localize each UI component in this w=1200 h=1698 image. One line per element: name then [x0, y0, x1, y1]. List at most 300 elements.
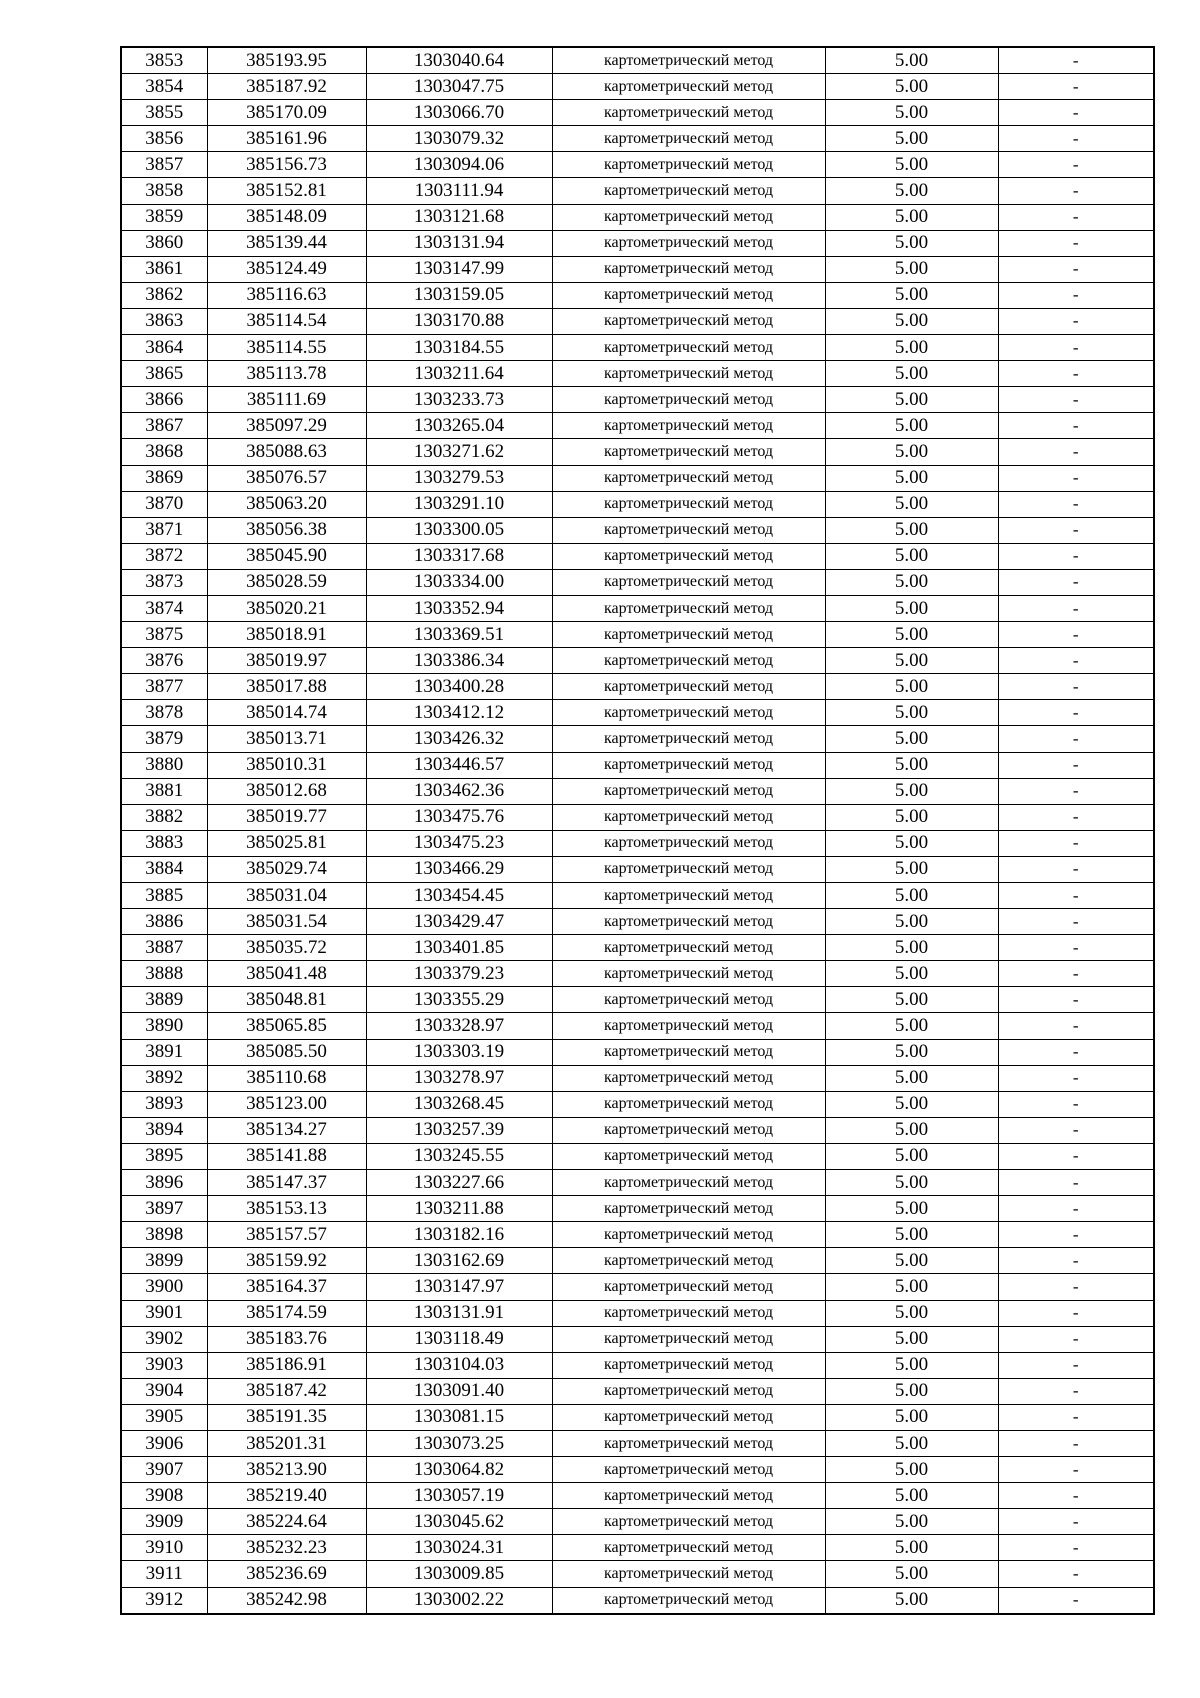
point-number-cell: 3870	[121, 491, 207, 517]
y-coordinate-cell: 1303121.68	[366, 204, 552, 230]
note-cell: -	[998, 1091, 1154, 1117]
method-cell: картометрический метод	[552, 778, 825, 804]
method-cell: картометрический метод	[552, 256, 825, 282]
method-cell: картометрический метод	[552, 1378, 825, 1404]
x-coordinate-cell: 385020.21	[207, 595, 366, 621]
note-cell: -	[998, 465, 1154, 491]
x-coordinate-cell: 385191.35	[207, 1404, 366, 1430]
x-coordinate-cell: 385187.92	[207, 74, 366, 100]
y-coordinate-cell: 1303162.69	[366, 1248, 552, 1274]
y-coordinate-cell: 1303094.06	[366, 152, 552, 178]
y-coordinate-cell: 1303265.04	[366, 413, 552, 439]
note-cell: -	[998, 361, 1154, 387]
x-coordinate-cell: 385141.88	[207, 1143, 366, 1169]
table-row	[121, 1065, 1154, 1091]
accuracy-cell: 5.00	[825, 1196, 998, 1222]
method-cell: картометрический метод	[552, 517, 825, 543]
note-cell: -	[998, 178, 1154, 204]
method-cell: картометрический метод	[552, 1430, 825, 1456]
point-number-cell: 3862	[121, 282, 207, 308]
table-row	[121, 752, 1154, 778]
point-number-cell: 3872	[121, 543, 207, 569]
point-number-cell: 3895	[121, 1143, 207, 1169]
table-row	[121, 517, 1154, 543]
table-row	[121, 1326, 1154, 1352]
accuracy-cell: 5.00	[825, 256, 998, 282]
accuracy-cell: 5.00	[825, 1091, 998, 1117]
point-number-cell: 3890	[121, 1013, 207, 1039]
y-coordinate-cell: 1303412.12	[366, 700, 552, 726]
note-cell: -	[998, 1274, 1154, 1300]
y-coordinate-cell: 1303317.68	[366, 543, 552, 569]
point-number-cell: 3896	[121, 1170, 207, 1196]
y-coordinate-cell: 1303211.64	[366, 361, 552, 387]
accuracy-cell: 5.00	[825, 1352, 998, 1378]
method-cell: картометрический метод	[552, 1091, 825, 1117]
method-cell: картометрический метод	[552, 1352, 825, 1378]
accuracy-cell: 5.00	[825, 1326, 998, 1352]
accuracy-cell: 5.00	[825, 1535, 998, 1561]
note-cell: -	[998, 100, 1154, 126]
note-cell: -	[998, 1117, 1154, 1143]
point-number-cell: 3909	[121, 1509, 207, 1535]
point-number-cell: 3899	[121, 1248, 207, 1274]
x-coordinate-cell: 385201.31	[207, 1430, 366, 1456]
y-coordinate-cell: 1303159.05	[366, 282, 552, 308]
point-number-cell: 3897	[121, 1196, 207, 1222]
method-cell: картометрический метод	[552, 47, 825, 74]
x-coordinate-cell: 385139.44	[207, 230, 366, 256]
y-coordinate-cell: 1303334.00	[366, 569, 552, 595]
method-cell: картометрический метод	[552, 1561, 825, 1587]
method-cell: картометрический метод	[552, 856, 825, 882]
x-coordinate-cell: 385232.23	[207, 1535, 366, 1561]
note-cell: -	[998, 935, 1154, 961]
point-number-cell: 3891	[121, 1039, 207, 1065]
accuracy-cell: 5.00	[825, 1509, 998, 1535]
x-coordinate-cell: 385174.59	[207, 1300, 366, 1326]
x-coordinate-cell: 385019.97	[207, 648, 366, 674]
table-row	[121, 987, 1154, 1013]
table-row	[121, 1378, 1154, 1404]
method-cell: картометрический метод	[552, 1170, 825, 1196]
table-row	[121, 1535, 1154, 1561]
x-coordinate-cell: 385224.64	[207, 1509, 366, 1535]
point-number-cell: 3910	[121, 1535, 207, 1561]
x-coordinate-cell: 385170.09	[207, 100, 366, 126]
note-cell: -	[998, 622, 1154, 648]
accuracy-cell: 5.00	[825, 1143, 998, 1169]
accuracy-cell: 5.00	[825, 335, 998, 361]
note-cell: -	[998, 1248, 1154, 1274]
accuracy-cell: 5.00	[825, 752, 998, 778]
accuracy-cell: 5.00	[825, 517, 998, 543]
y-coordinate-cell: 1303400.28	[366, 674, 552, 700]
accuracy-cell: 5.00	[825, 126, 998, 152]
point-number-cell: 3868	[121, 439, 207, 465]
method-cell: картометрический метод	[552, 387, 825, 413]
note-cell: -	[998, 987, 1154, 1013]
point-number-cell: 3907	[121, 1457, 207, 1483]
point-number-cell: 3886	[121, 909, 207, 935]
note-cell: -	[998, 804, 1154, 830]
x-coordinate-cell: 385114.55	[207, 335, 366, 361]
x-coordinate-cell: 385148.09	[207, 204, 366, 230]
note-cell: -	[998, 1222, 1154, 1248]
table-row	[121, 100, 1154, 126]
accuracy-cell: 5.00	[825, 856, 998, 882]
y-coordinate-cell: 1303047.75	[366, 74, 552, 100]
note-cell: -	[998, 1300, 1154, 1326]
note-cell: -	[998, 1404, 1154, 1430]
x-coordinate-cell: 385193.95	[207, 47, 366, 74]
accuracy-cell: 5.00	[825, 1248, 998, 1274]
x-coordinate-cell: 385025.81	[207, 830, 366, 856]
y-coordinate-cell: 1303379.23	[366, 961, 552, 987]
note-cell: -	[998, 543, 1154, 569]
note-cell: -	[998, 830, 1154, 856]
accuracy-cell: 5.00	[825, 804, 998, 830]
method-cell: картометрический метод	[552, 700, 825, 726]
method-cell: картометрический метод	[552, 465, 825, 491]
accuracy-cell: 5.00	[825, 1378, 998, 1404]
accuracy-cell: 5.00	[825, 1274, 998, 1300]
method-cell: картометрический метод	[552, 752, 825, 778]
y-coordinate-cell: 1303369.51	[366, 622, 552, 648]
method-cell: картометрический метод	[552, 804, 825, 830]
point-number-cell: 3879	[121, 726, 207, 752]
method-cell: картометрический метод	[552, 74, 825, 100]
note-cell: -	[998, 1509, 1154, 1535]
method-cell: картометрический метод	[552, 1013, 825, 1039]
accuracy-cell: 5.00	[825, 413, 998, 439]
x-coordinate-cell: 385048.81	[207, 987, 366, 1013]
x-coordinate-cell: 385017.88	[207, 674, 366, 700]
method-cell: картометрический метод	[552, 178, 825, 204]
note-cell: -	[998, 439, 1154, 465]
method-cell: картометрический метод	[552, 726, 825, 752]
y-coordinate-cell: 1303045.62	[366, 1509, 552, 1535]
x-coordinate-cell: 385013.71	[207, 726, 366, 752]
accuracy-cell: 5.00	[825, 47, 998, 74]
table-row	[121, 674, 1154, 700]
table-row	[121, 1483, 1154, 1509]
accuracy-cell: 5.00	[825, 1483, 998, 1509]
method-cell: картометрический метод	[552, 1117, 825, 1143]
x-coordinate-cell: 385014.74	[207, 700, 366, 726]
method-cell: картометрический метод	[552, 1457, 825, 1483]
y-coordinate-cell: 1303446.57	[366, 752, 552, 778]
table-row	[121, 204, 1154, 230]
x-coordinate-cell: 385164.37	[207, 1274, 366, 1300]
accuracy-cell: 5.00	[825, 152, 998, 178]
accuracy-cell: 5.00	[825, 1457, 998, 1483]
accuracy-cell: 5.00	[825, 387, 998, 413]
x-coordinate-cell: 385156.73	[207, 152, 366, 178]
method-cell: картометрический метод	[552, 1326, 825, 1352]
note-cell: -	[998, 47, 1154, 74]
y-coordinate-cell: 1303002.22	[366, 1587, 552, 1614]
x-coordinate-cell: 385213.90	[207, 1457, 366, 1483]
note-cell: -	[998, 726, 1154, 752]
method-cell: картометрический метод	[552, 935, 825, 961]
method-cell: картометрический метод	[552, 1039, 825, 1065]
table-row	[121, 387, 1154, 413]
x-coordinate-cell: 385012.68	[207, 778, 366, 804]
method-cell: картометрический метод	[552, 1143, 825, 1169]
point-number-cell: 3887	[121, 935, 207, 961]
y-coordinate-cell: 1303429.47	[366, 909, 552, 935]
table-row	[121, 883, 1154, 909]
table-row	[121, 856, 1154, 882]
note-cell: -	[998, 491, 1154, 517]
y-coordinate-cell: 1303064.82	[366, 1457, 552, 1483]
table-row	[121, 256, 1154, 282]
accuracy-cell: 5.00	[825, 961, 998, 987]
method-cell: картометрический метод	[552, 830, 825, 856]
x-coordinate-cell: 385056.38	[207, 517, 366, 543]
point-number-cell: 3900	[121, 1274, 207, 1300]
accuracy-cell: 5.00	[825, 909, 998, 935]
x-coordinate-cell: 385186.91	[207, 1352, 366, 1378]
x-coordinate-cell: 385085.50	[207, 1039, 366, 1065]
y-coordinate-cell: 1303466.29	[366, 856, 552, 882]
note-cell: -	[998, 1170, 1154, 1196]
x-coordinate-cell: 385159.92	[207, 1248, 366, 1274]
table-row	[121, 648, 1154, 674]
y-coordinate-cell: 1303462.36	[366, 778, 552, 804]
method-cell: картометрический метод	[552, 413, 825, 439]
method-cell: картометрический метод	[552, 126, 825, 152]
x-coordinate-cell: 385116.63	[207, 282, 366, 308]
accuracy-cell: 5.00	[825, 700, 998, 726]
note-cell: -	[998, 1143, 1154, 1169]
table-row	[121, 961, 1154, 987]
accuracy-cell: 5.00	[825, 569, 998, 595]
point-number-cell: 3874	[121, 595, 207, 621]
table-row	[121, 413, 1154, 439]
x-coordinate-cell: 385041.48	[207, 961, 366, 987]
y-coordinate-cell: 1303024.31	[366, 1535, 552, 1561]
x-coordinate-cell: 385124.49	[207, 256, 366, 282]
table-row	[121, 595, 1154, 621]
note-cell: -	[998, 126, 1154, 152]
point-number-cell: 3882	[121, 804, 207, 830]
point-number-cell: 3877	[121, 674, 207, 700]
table-row	[121, 1274, 1154, 1300]
note-cell: -	[998, 648, 1154, 674]
accuracy-cell: 5.00	[825, 1430, 998, 1456]
note-cell: -	[998, 752, 1154, 778]
method-cell: картометрический метод	[552, 961, 825, 987]
y-coordinate-cell: 1303386.34	[366, 648, 552, 674]
method-cell: картометрический метод	[552, 883, 825, 909]
method-cell: картометрический метод	[552, 361, 825, 387]
x-coordinate-cell: 385110.68	[207, 1065, 366, 1091]
table-row	[121, 804, 1154, 830]
x-coordinate-cell: 385157.57	[207, 1222, 366, 1248]
method-cell: картометрический метод	[552, 152, 825, 178]
table-row	[121, 1430, 1154, 1456]
table-row	[121, 830, 1154, 856]
accuracy-cell: 5.00	[825, 1587, 998, 1614]
method-cell: картометрический метод	[552, 543, 825, 569]
note-cell: -	[998, 413, 1154, 439]
accuracy-cell: 5.00	[825, 1404, 998, 1430]
note-cell: -	[998, 1039, 1154, 1065]
note-cell: -	[998, 961, 1154, 987]
x-coordinate-cell: 385031.54	[207, 909, 366, 935]
table-row	[121, 1561, 1154, 1587]
accuracy-cell: 5.00	[825, 726, 998, 752]
accuracy-cell: 5.00	[825, 648, 998, 674]
accuracy-cell: 5.00	[825, 491, 998, 517]
point-number-cell: 3853	[121, 47, 207, 74]
note-cell: -	[998, 1483, 1154, 1509]
table-row	[121, 491, 1154, 517]
table-row	[121, 1457, 1154, 1483]
y-coordinate-cell: 1303091.40	[366, 1378, 552, 1404]
point-number-cell: 3894	[121, 1117, 207, 1143]
accuracy-cell: 5.00	[825, 595, 998, 621]
y-coordinate-cell: 1303211.88	[366, 1196, 552, 1222]
y-coordinate-cell: 1303147.97	[366, 1274, 552, 1300]
y-coordinate-cell: 1303104.03	[366, 1352, 552, 1378]
point-number-cell: 3881	[121, 778, 207, 804]
method-cell: картометрический метод	[552, 987, 825, 1013]
x-coordinate-cell: 385019.77	[207, 804, 366, 830]
point-number-cell: 3871	[121, 517, 207, 543]
y-coordinate-cell: 1303454.45	[366, 883, 552, 909]
table-row	[121, 1222, 1154, 1248]
x-coordinate-cell: 385045.90	[207, 543, 366, 569]
point-number-cell: 3865	[121, 361, 207, 387]
point-number-cell: 3884	[121, 856, 207, 882]
note-cell: -	[998, 1430, 1154, 1456]
x-coordinate-cell: 385236.69	[207, 1561, 366, 1587]
x-coordinate-cell: 385152.81	[207, 178, 366, 204]
point-number-cell: 3883	[121, 830, 207, 856]
point-number-cell: 3866	[121, 387, 207, 413]
y-coordinate-cell: 1303475.23	[366, 830, 552, 856]
method-cell: картометрический метод	[552, 439, 825, 465]
y-coordinate-cell: 1303073.25	[366, 1430, 552, 1456]
point-number-cell: 3873	[121, 569, 207, 595]
point-number-cell: 3905	[121, 1404, 207, 1430]
table-row	[121, 1248, 1154, 1274]
accuracy-cell: 5.00	[825, 439, 998, 465]
table-row	[121, 152, 1154, 178]
method-cell: картометрический метод	[552, 648, 825, 674]
point-number-cell: 3863	[121, 308, 207, 334]
table-row	[121, 622, 1154, 648]
method-cell: картометрический метод	[552, 1065, 825, 1091]
x-coordinate-cell: 385242.98	[207, 1587, 366, 1614]
table-row	[121, 47, 1154, 74]
y-coordinate-cell: 1303278.97	[366, 1065, 552, 1091]
method-cell: картометрический метод	[552, 909, 825, 935]
note-cell: -	[998, 1535, 1154, 1561]
point-number-cell: 3893	[121, 1091, 207, 1117]
y-coordinate-cell: 1303233.73	[366, 387, 552, 413]
table-row	[121, 543, 1154, 569]
x-coordinate-cell: 385076.57	[207, 465, 366, 491]
x-coordinate-cell: 385153.13	[207, 1196, 366, 1222]
method-cell: картометрический метод	[552, 491, 825, 517]
accuracy-cell: 5.00	[825, 830, 998, 856]
y-coordinate-cell: 1303182.16	[366, 1222, 552, 1248]
accuracy-cell: 5.00	[825, 1013, 998, 1039]
table-row	[121, 1143, 1154, 1169]
table-row	[121, 778, 1154, 804]
y-coordinate-cell: 1303279.53	[366, 465, 552, 491]
x-coordinate-cell: 385088.63	[207, 439, 366, 465]
y-coordinate-cell: 1303352.94	[366, 595, 552, 621]
point-number-cell: 3903	[121, 1352, 207, 1378]
point-number-cell: 3858	[121, 178, 207, 204]
x-coordinate-cell: 385018.91	[207, 622, 366, 648]
x-coordinate-cell: 385035.72	[207, 935, 366, 961]
note-cell: -	[998, 700, 1154, 726]
note-cell: -	[998, 74, 1154, 100]
table-row	[121, 1039, 1154, 1065]
point-number-cell: 3901	[121, 1300, 207, 1326]
y-coordinate-cell: 1303057.19	[366, 1483, 552, 1509]
method-cell: картометрический метод	[552, 1535, 825, 1561]
note-cell: -	[998, 1326, 1154, 1352]
accuracy-cell: 5.00	[825, 1039, 998, 1065]
table-row	[121, 439, 1154, 465]
point-number-cell: 3856	[121, 126, 207, 152]
note-cell: -	[998, 1561, 1154, 1587]
y-coordinate-cell: 1303303.19	[366, 1039, 552, 1065]
method-cell: картометрический метод	[552, 569, 825, 595]
accuracy-cell: 5.00	[825, 308, 998, 334]
y-coordinate-cell: 1303147.99	[366, 256, 552, 282]
point-number-cell: 3861	[121, 256, 207, 282]
y-coordinate-cell: 1303268.45	[366, 1091, 552, 1117]
point-number-cell: 3854	[121, 74, 207, 100]
y-coordinate-cell: 1303111.94	[366, 178, 552, 204]
note-cell: -	[998, 856, 1154, 882]
table-row	[121, 126, 1154, 152]
method-cell: картометрический метод	[552, 674, 825, 700]
y-coordinate-cell: 1303066.70	[366, 100, 552, 126]
point-number-cell: 3864	[121, 335, 207, 361]
note-cell: -	[998, 152, 1154, 178]
y-coordinate-cell: 1303131.94	[366, 230, 552, 256]
note-cell: -	[998, 230, 1154, 256]
y-coordinate-cell: 1303079.32	[366, 126, 552, 152]
y-coordinate-cell: 1303081.15	[366, 1404, 552, 1430]
y-coordinate-cell: 1303291.10	[366, 491, 552, 517]
accuracy-cell: 5.00	[825, 100, 998, 126]
x-coordinate-cell: 385161.96	[207, 126, 366, 152]
table-row	[121, 308, 1154, 334]
y-coordinate-cell: 1303245.55	[366, 1143, 552, 1169]
table-row	[121, 230, 1154, 256]
x-coordinate-cell: 385219.40	[207, 1483, 366, 1509]
note-cell: -	[998, 517, 1154, 543]
point-number-cell: 3908	[121, 1483, 207, 1509]
method-cell: картометрический метод	[552, 308, 825, 334]
accuracy-cell: 5.00	[825, 622, 998, 648]
table-row	[121, 282, 1154, 308]
accuracy-cell: 5.00	[825, 674, 998, 700]
point-number-cell: 3889	[121, 987, 207, 1013]
point-number-cell: 3902	[121, 1326, 207, 1352]
table-row	[121, 569, 1154, 595]
